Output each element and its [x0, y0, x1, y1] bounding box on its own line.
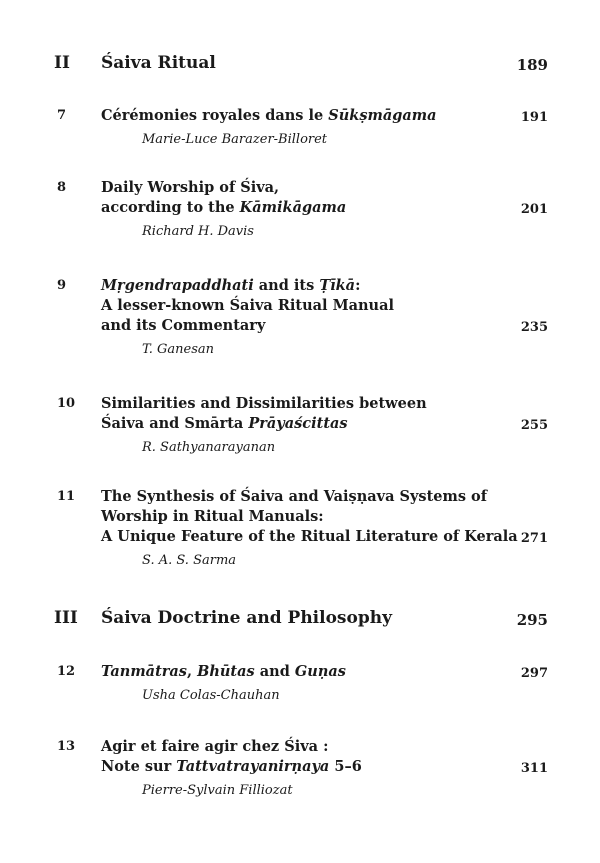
- title-segment-italic: Ṭīkā: [319, 277, 356, 294]
- title-segment: ,: [186, 663, 198, 680]
- title-line: [101, 296, 521, 316]
- chapter-title: [101, 487, 521, 547]
- title-line: [101, 607, 521, 629]
- title-segment: and its: [253, 277, 320, 294]
- part-number: II: [54, 53, 70, 73]
- chapter-title: [101, 394, 521, 434]
- chapter-number: 10: [57, 396, 76, 411]
- title-segment-italic: Tanmātras: [101, 663, 187, 680]
- chapter-number: 13: [57, 739, 76, 754]
- title-segment-italic: Prāyaścittas: [248, 415, 348, 432]
- page-number: 201: [520, 202, 548, 217]
- title-segment: Note sur: [101, 758, 177, 775]
- chapter-author: Pierre-Sylvain Filliozat: [142, 783, 293, 798]
- title-line: [101, 394, 521, 414]
- chapter-author: R. Sathyanarayanan: [142, 440, 276, 455]
- part-title: [101, 52, 521, 74]
- title-segment: and: [254, 663, 295, 680]
- title-segment-italic: Guṇas: [294, 663, 346, 680]
- title-segment: A Unique Feature of the Ritual Literature of Kerala: [101, 528, 518, 545]
- title-segment: Daily Worship of Śiva,: [101, 179, 280, 196]
- title-line: [101, 414, 521, 434]
- title-segment: Śaiva and Smārta: [101, 415, 249, 432]
- title-line: [101, 178, 521, 198]
- chapter-title: [101, 178, 521, 218]
- page-number: 297: [520, 666, 548, 681]
- title-segment-italic: Mṛgendrapaddhati: [101, 277, 254, 294]
- title-line: [101, 316, 521, 336]
- title-segment: Similarities and Dissimilarities between: [101, 395, 427, 412]
- chapter-title: [101, 737, 521, 777]
- chapter-number: 9: [57, 278, 67, 293]
- page-number: 295: [516, 611, 548, 629]
- title-segment: A lesser-known Śaiva Ritual Manual: [101, 297, 395, 314]
- title-segment: Śaiva Ritual: [101, 53, 216, 73]
- chapter-author: Marie-Luce Barazer-Billoret: [142, 132, 328, 147]
- chapter-author: Richard H. Davis: [142, 224, 254, 239]
- title-segment-italic: Kāmikāgama: [239, 199, 347, 216]
- title-segment-italic: Bhūtas: [197, 663, 255, 680]
- chapter-title: [101, 662, 521, 682]
- title-line: [101, 737, 521, 757]
- chapter-number: 7: [57, 108, 67, 123]
- title-segment: The Synthesis of Śaiva and Vaiṣṇava Systems of: [101, 488, 487, 505]
- title-line: [101, 527, 521, 547]
- title-segment-italic: Sūkṣmāgama: [328, 107, 437, 124]
- chapter-number: 11: [57, 489, 76, 504]
- title-line: [101, 106, 521, 126]
- chapter-author: T. Ganesan: [142, 342, 215, 357]
- title-line: [101, 757, 521, 777]
- title-segment: :: [355, 277, 361, 294]
- title-segment: Śaiva Doctrine and Philosophy: [101, 608, 392, 628]
- title-line: [101, 507, 521, 527]
- title-line: [101, 52, 521, 74]
- chapter-number: 8: [57, 180, 67, 195]
- title-segment: according to the: [101, 199, 240, 216]
- title-line: [101, 198, 521, 218]
- page-number: 191: [520, 110, 548, 125]
- title-line: [101, 662, 521, 682]
- page-number: 235: [520, 320, 548, 335]
- title-segment: Worship in Ritual Manuals:: [101, 508, 324, 525]
- title-segment: Agir et faire agir chez Śiva :: [101, 738, 329, 755]
- page-number: 255: [520, 418, 548, 433]
- title-line: [101, 276, 521, 296]
- title-segment: and its Commentary: [101, 317, 266, 334]
- page-number: 189: [516, 56, 548, 74]
- title-segment: 5–6: [329, 758, 362, 775]
- chapter-author: Usha Colas-Chauhan: [142, 688, 280, 703]
- chapter-title: [101, 106, 521, 126]
- title-line: [101, 487, 521, 507]
- part-title: [101, 607, 521, 629]
- page-number: 311: [520, 761, 548, 776]
- title-segment: Cérémonies royales dans le: [101, 107, 329, 124]
- title-segment-italic: Tattvatrayanirṇaya: [176, 758, 330, 775]
- chapter-title: [101, 276, 521, 336]
- chapter-number: 12: [57, 664, 76, 679]
- part-number: III: [54, 608, 78, 628]
- page-number: 271: [520, 531, 548, 546]
- chapter-author: S. A. S. Sarma: [142, 553, 237, 568]
